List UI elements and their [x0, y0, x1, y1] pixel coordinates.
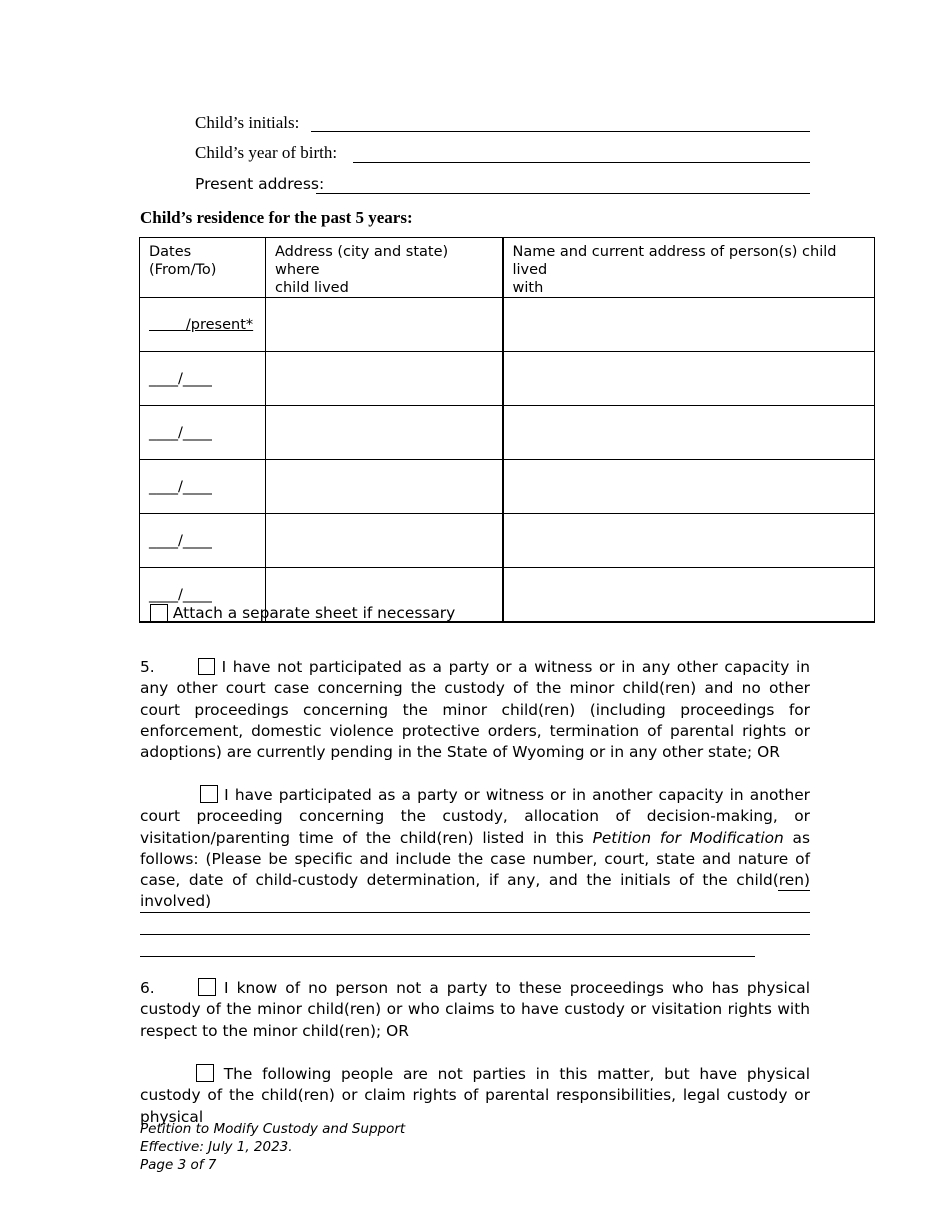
address-cell[interactable]	[266, 406, 503, 460]
dates-value: ____/____	[149, 587, 212, 603]
address-cell[interactable]	[266, 460, 503, 514]
header-address-line1: Address (city and state) where	[275, 244, 449, 278]
section-5-option-a-text: I have not participated as a party or a witness or in any other capacity in any other court case concerning the custody of the minor child(ren) and no other court proceedings concerning the minor child(ren) (including proceedings for enforcement, domestic violence protective orders, termination of parental rights or adoptions) are currently pending in the State of Wyoming or in any other state; OR	[140, 658, 810, 762]
dates-value: ____/____	[149, 371, 212, 387]
section-5-option-b-text-start: I have participated as a party or witness or in another capacity in another court proceeding concerning the custody, allocation of decision-making, or visitation/parenting time of the child(ren) listed in this	[140, 786, 810, 847]
section-5-answer-line-0[interactable]	[778, 890, 810, 891]
section-5-answer-line-3[interactable]	[140, 956, 755, 957]
residence-table	[139, 237, 875, 623]
person-cell[interactable]	[503, 352, 875, 406]
section-6-option-a-checkbox[interactable]	[198, 978, 216, 996]
header-name	[503, 238, 875, 298]
section-6-option-b-text: The following people are not parties in this matter, but have physical custody of the child(ren) or claim rights of parental responsibilities, legal custody or physical	[140, 1065, 810, 1126]
section-5-number: 5.	[140, 658, 155, 676]
page-footer	[140, 1120, 405, 1174]
address-cell[interactable]	[266, 298, 503, 352]
footer-effective-date: Effective: July 1, 2023.	[140, 1139, 293, 1155]
person-cell[interactable]	[503, 460, 875, 514]
header-name-line2: with	[512, 280, 544, 296]
header-dates-line2: (From/To)	[149, 262, 217, 278]
section-5-option-a-checkbox[interactable]	[198, 658, 215, 675]
child-initials-field[interactable]	[311, 131, 810, 132]
child-year-of-birth-label: Child’s year of birth:	[195, 143, 338, 162]
dates-cell[interactable]	[140, 514, 266, 568]
section-5-option-b-text-end: as follows: (Please be specific and include the case number, court, state and nature of case, date of child-custody determination, if any, and the initials of the child(ren) involved)	[140, 828, 811, 911]
present-address-field[interactable]	[316, 193, 810, 194]
child-initials-label: Child’s initials:	[195, 113, 300, 132]
dates-cell[interactable]	[140, 460, 266, 514]
dates-cell[interactable]	[140, 298, 266, 352]
footer-page-number: Page 3 of 7	[140, 1157, 217, 1173]
header-address-line2: child lived	[275, 280, 349, 296]
dates-cell[interactable]	[140, 352, 266, 406]
dates-value: ____/____	[149, 533, 212, 549]
table-header-row	[140, 238, 875, 298]
person-cell[interactable]	[503, 298, 875, 352]
section-5-option-b	[140, 785, 810, 913]
dates-cell[interactable]	[140, 406, 266, 460]
table-row	[140, 298, 875, 352]
section-6-option-a-text: I know of no person not a party to these proceedings who has physical custody of the minor child(ren) or who claims to have custody or visitation rights with respect to the minor child(ren); OR	[140, 979, 810, 1040]
attach-sheet-option	[150, 604, 455, 622]
section-6-option-b-checkbox[interactable]	[196, 1064, 214, 1082]
person-cell[interactable]	[503, 406, 875, 460]
section-5-answer-line-2[interactable]	[140, 934, 810, 935]
header-address	[266, 238, 503, 298]
section-6-number: 6.	[140, 979, 155, 997]
table-row	[140, 406, 875, 460]
header-dates	[140, 238, 266, 298]
section-5-option-a	[140, 657, 810, 763]
table-row	[140, 514, 875, 568]
dates-value: ____/____	[149, 479, 212, 495]
person-cell[interactable]	[503, 568, 875, 623]
section-5-option-b-italic: Petition for Modification	[592, 828, 784, 847]
section-5-answer-line-1[interactable]	[140, 912, 810, 913]
present-address-label: Present address:	[195, 175, 325, 193]
dates-value: /present*	[149, 317, 254, 333]
person-cell[interactable]	[503, 514, 875, 568]
section-6-option-b	[140, 1064, 810, 1128]
address-cell[interactable]	[266, 352, 503, 406]
attach-sheet-checkbox[interactable]	[150, 604, 168, 622]
table-row	[140, 460, 875, 514]
table-row	[140, 352, 875, 406]
header-dates-line1: Dates	[149, 244, 192, 260]
attach-sheet-label: Attach a separate sheet if necessary	[172, 604, 456, 622]
section-6-option-a	[140, 978, 810, 1042]
dates-value: ____/____	[149, 425, 212, 441]
child-year-of-birth-field[interactable]	[353, 162, 810, 163]
address-cell[interactable]	[266, 514, 503, 568]
footer-form-title: Petition to Modify Custody and Support	[140, 1121, 406, 1137]
header-name-line1: Name and current address of person(s) child lived	[512, 244, 837, 278]
section-5-option-b-checkbox[interactable]	[200, 785, 218, 803]
residence-title: Child’s residence for the past 5 years:	[140, 208, 413, 227]
